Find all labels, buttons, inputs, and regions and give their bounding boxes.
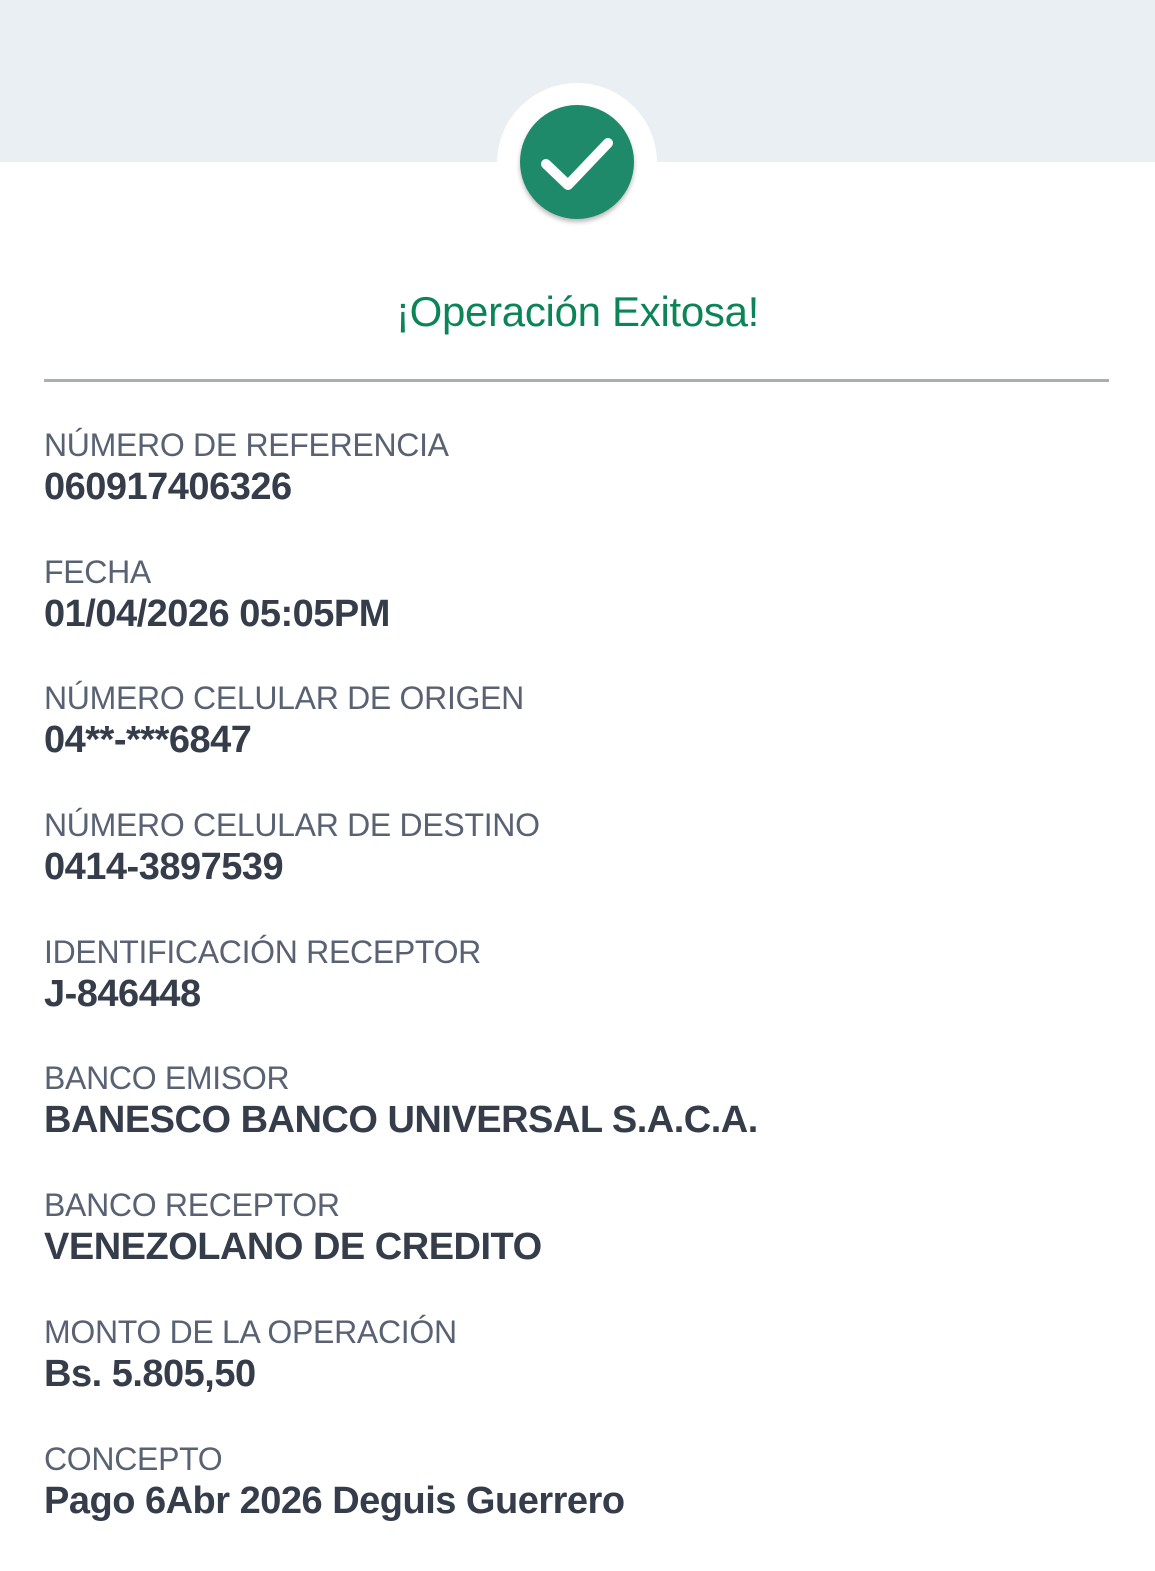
- detail-label: NÚMERO CELULAR DE DESTINO: [44, 807, 540, 844]
- detail-date: [44, 552, 1109, 679]
- detail-destination-phone: [44, 805, 1109, 932]
- detail-label: BANCO RECEPTOR: [44, 1187, 340, 1224]
- detail-label: NÚMERO CELULAR DE ORIGEN: [44, 680, 524, 717]
- checkmark-icon: [520, 105, 634, 219]
- transaction-details: [44, 425, 1109, 1565]
- detail-label: NÚMERO DE REFERENCIA: [44, 427, 449, 463]
- detail-label: IDENTIFICACIÓN RECEPTOR: [44, 933, 481, 970]
- detail-value: Bs. 5.805,50: [44, 1352, 256, 1395]
- detail-origin-phone: [44, 678, 1109, 805]
- check-circle-icon: [520, 105, 634, 219]
- detail-value: 01/04/2026 05:05PM: [44, 592, 390, 635]
- detail-label: FECHA: [44, 553, 151, 590]
- detail-concept: [44, 1439, 1109, 1566]
- detail-receiving-bank: [44, 1185, 1109, 1312]
- detail-label: CONCEPTO: [44, 1440, 223, 1477]
- operation-status-title: ¡Operación Exitosa!: [395, 288, 760, 335]
- detail-value: BANESCO BANCO UNIVERSAL S.A.C.A.: [44, 1099, 758, 1142]
- detail-receiver-id: [44, 932, 1109, 1059]
- detail-value: J-846448: [44, 972, 201, 1015]
- detail-value: VENEZOLANO DE CREDITO: [44, 1226, 542, 1269]
- detail-value: 0414-3897539: [44, 846, 284, 889]
- detail-amount: [44, 1312, 1109, 1439]
- divider: [44, 379, 1109, 382]
- detail-value: 060917406326: [44, 466, 292, 508]
- detail-label: MONTO DE LA OPERACIÓN: [44, 1313, 457, 1350]
- detail-reference-number: [44, 425, 1109, 552]
- detail-value: 04**-***6847: [44, 719, 252, 762]
- detail-label: BANCO EMISOR: [44, 1060, 290, 1097]
- detail-value: Pago 6Abr 2026 Deguis Guerrero: [44, 1479, 625, 1522]
- detail-issuing-bank: [44, 1058, 1109, 1185]
